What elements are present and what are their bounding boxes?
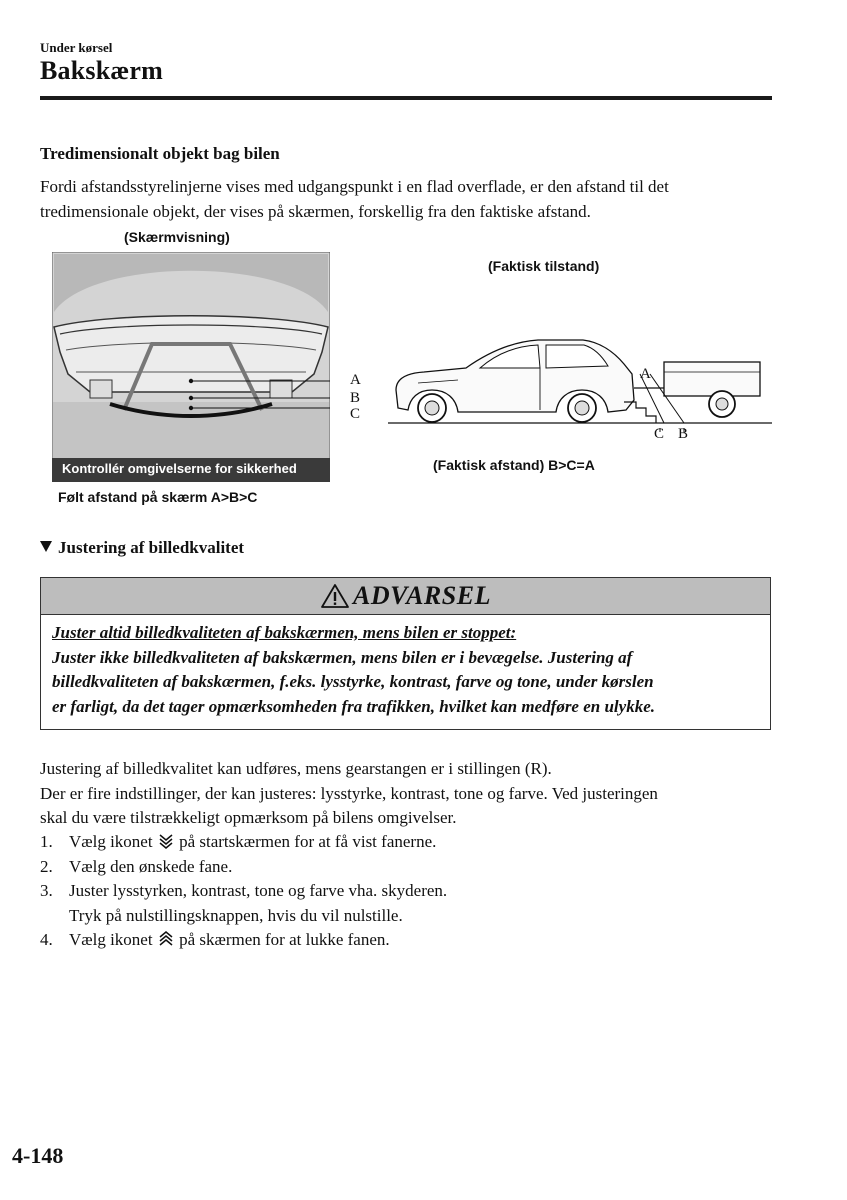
section-heading-text: Justering af billedkvalitet bbox=[58, 538, 245, 557]
intro-line-2: tredimensionale objekt, der vises på skærmen, forskellig fra den faktiske afstand. bbox=[40, 201, 591, 221]
warning-box bbox=[40, 577, 771, 730]
actual-mark-a: A bbox=[640, 366, 651, 382]
rear-camera-screen-illustration bbox=[52, 252, 330, 482]
warning-line-2: Juster ikke billedkvaliteten af bakskærmen, mens bilen er i bevægelse. Justering af bbox=[52, 647, 633, 667]
list-item bbox=[40, 879, 447, 928]
subsection-heading: Tredimensionalt objekt bag bilen bbox=[40, 144, 280, 163]
warning-line-4: er farligt, da det tager opmærksomheden fra trafikken, hvilket kan medføre en ulykke. bbox=[52, 696, 655, 716]
list-item bbox=[40, 855, 447, 880]
adjustment-line-2: Der er fire indstillinger, der kan justeres: lysstyrke, kontrast, tone og farve. Ved justeringen bbox=[40, 783, 658, 803]
warning-line-1: Juster altid billedkvaliteten af bakskærmen, mens bilen er stoppet: bbox=[52, 623, 517, 642]
actual-condition-caption: (Faktisk tilstand) bbox=[488, 258, 600, 274]
actual-mark-b: B bbox=[678, 426, 689, 442]
step-text: Vælg ikonet bbox=[69, 832, 153, 851]
adjustment-paragraph bbox=[40, 757, 780, 831]
screen-distance-caption: Følt afstand på skærm A>B>C bbox=[58, 489, 258, 505]
step-text: Vælg den ønskede fane. bbox=[69, 856, 233, 876]
step-number: 1. bbox=[40, 832, 53, 851]
screen-view-caption: (Skærmvisning) bbox=[124, 229, 230, 245]
car-and-trailer-illustration bbox=[388, 328, 772, 432]
steps-list bbox=[40, 830, 447, 953]
screen-banner-text: Kontrollér omgivelserne for sikkerhed bbox=[62, 461, 297, 476]
warning-line-3: billedkvaliteten af bakskærmen, f.eks. lysstyrke, kontrast, farve og tone, under kørslen bbox=[52, 672, 654, 691]
step-text: på skærmen for at lukke fanen. bbox=[179, 930, 390, 949]
screen-mark-a: A bbox=[350, 372, 361, 388]
adjustment-line-3: skal du være tilstrækkeligt opmærksom på bilens omgivelser. bbox=[40, 808, 457, 827]
step-number: 4. bbox=[40, 930, 53, 949]
warning-title: ADVARSEL bbox=[353, 581, 491, 610]
section-heading-image-quality bbox=[40, 538, 244, 558]
step-number: 2. bbox=[40, 856, 53, 876]
step-text: på startskærmen for at få vist fanerne. bbox=[179, 832, 437, 851]
step-number: 3. bbox=[40, 881, 53, 900]
step-text-continued: Tryk på nulstillingsknappen, hvis du vil nulstille. bbox=[69, 905, 403, 925]
intro-line-1: Fordi afstandsstyrelinjerne vises med udgangspunkt i en flad overflade, er den afstand til det bbox=[40, 177, 669, 196]
warning-triangle-icon bbox=[320, 583, 350, 609]
title-divider bbox=[40, 96, 772, 100]
triangle-down-icon bbox=[40, 541, 52, 552]
double-chevron-up-icon bbox=[158, 931, 174, 947]
adjustment-line-1: Justering af billedkvalitet kan udføres, mens gearstangen er i stillingen (R). bbox=[40, 759, 552, 778]
warning-header bbox=[41, 578, 770, 615]
screen-mark-b: B bbox=[350, 390, 361, 406]
step-text: Vælg ikonet bbox=[69, 930, 153, 949]
actual-distance-caption: (Faktisk afstand) B>C=A bbox=[433, 457, 595, 473]
screen-mark-c: C bbox=[350, 406, 361, 422]
page-title: Bakskærm bbox=[40, 56, 163, 85]
warning-body bbox=[41, 615, 770, 719]
page-number: 4-148 bbox=[12, 1143, 64, 1168]
trailer-body bbox=[664, 362, 760, 396]
double-chevron-down-icon bbox=[158, 833, 174, 849]
actual-mark-c: C bbox=[654, 426, 665, 442]
intro-paragraph bbox=[40, 175, 780, 224]
list-item bbox=[40, 928, 447, 953]
list-item bbox=[40, 830, 447, 855]
step-text: Juster lysstyrken, kontrast, tone og farve vha. skyderen. bbox=[69, 881, 448, 900]
section-label: Under kørsel bbox=[40, 40, 113, 55]
